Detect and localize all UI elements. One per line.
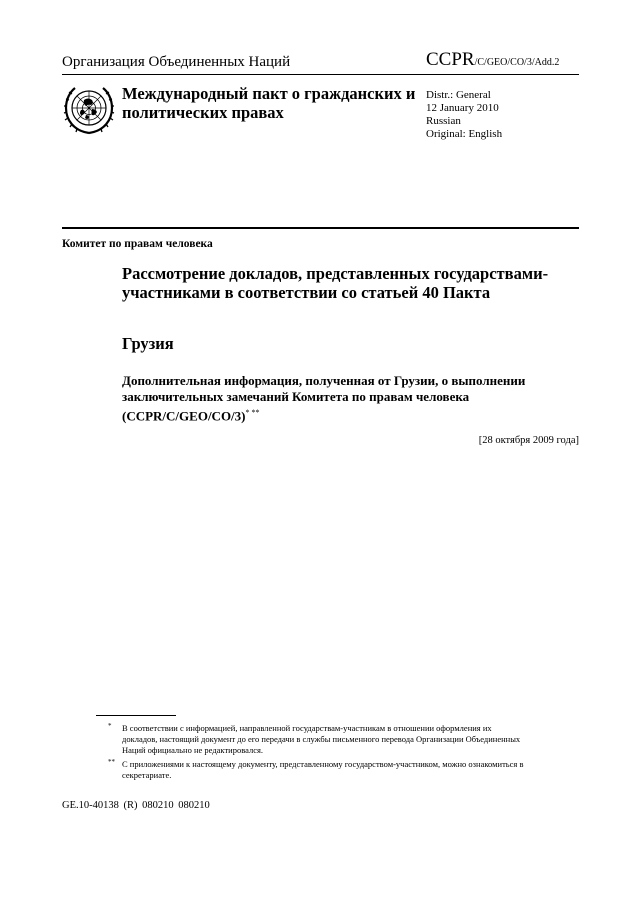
footnote-1-mark: * xyxy=(108,722,112,730)
document-subtitle xyxy=(122,373,552,424)
country-heading: Грузия xyxy=(122,334,174,353)
committee-name: Комитет по правам человека xyxy=(62,238,213,250)
issue-date: 12 January 2010 xyxy=(426,102,499,114)
document-title: Рассмотрение докладов, представленных государствами-участниками в соответствии со статьей 40 Пакта xyxy=(122,264,549,302)
distribution-block xyxy=(426,89,502,141)
footnote-2-text: С приложениями к настоящему документу, представленному государством-участником, можно ознакомиться в секретариате. xyxy=(122,759,524,780)
footnote-2-mark: ** xyxy=(108,758,115,766)
original-language: Original: English xyxy=(426,128,503,140)
header-thick-rule xyxy=(62,227,579,229)
submission-date: [28 октября 2009 года] xyxy=(478,435,579,446)
distribution-line: Distr.: General xyxy=(426,89,491,101)
footnote-1 xyxy=(108,723,528,756)
language-line: Russian xyxy=(426,115,461,127)
footnote-marks: * ** xyxy=(245,408,260,417)
document-symbol-suffix: /C/GEO/CO/3/Add.2 xyxy=(474,57,560,68)
covenant-title: Международный пакт о гражданских и политических правах xyxy=(122,84,416,122)
un-emblem-graphic xyxy=(62,82,116,136)
un-emblem-icon xyxy=(62,82,116,136)
job-number: GE.10-40138 (R) 080210 080210 xyxy=(62,800,210,811)
footnote-1-text: В соответствии с информацией, направленной государствам-участникам в отношении оформления их докладов, настоящий документ до его передачи в службы письменного перевода Организации Объединенных Наций официально не редактировался. xyxy=(122,723,521,755)
footnote-2 xyxy=(108,759,528,781)
organization-name: Организация Объединенных Наций xyxy=(62,54,291,70)
document-symbol xyxy=(426,49,559,71)
header-rule xyxy=(62,74,579,75)
document-subtitle-text: Дополнительная информация, полученная от Грузии, о выполнении заключительных замечаний Комитета по правам человека (CCPR/C/GEO/CO/3) xyxy=(122,373,526,424)
footnote-rule xyxy=(96,715,176,716)
document-symbol-main: CCPR xyxy=(426,49,475,70)
